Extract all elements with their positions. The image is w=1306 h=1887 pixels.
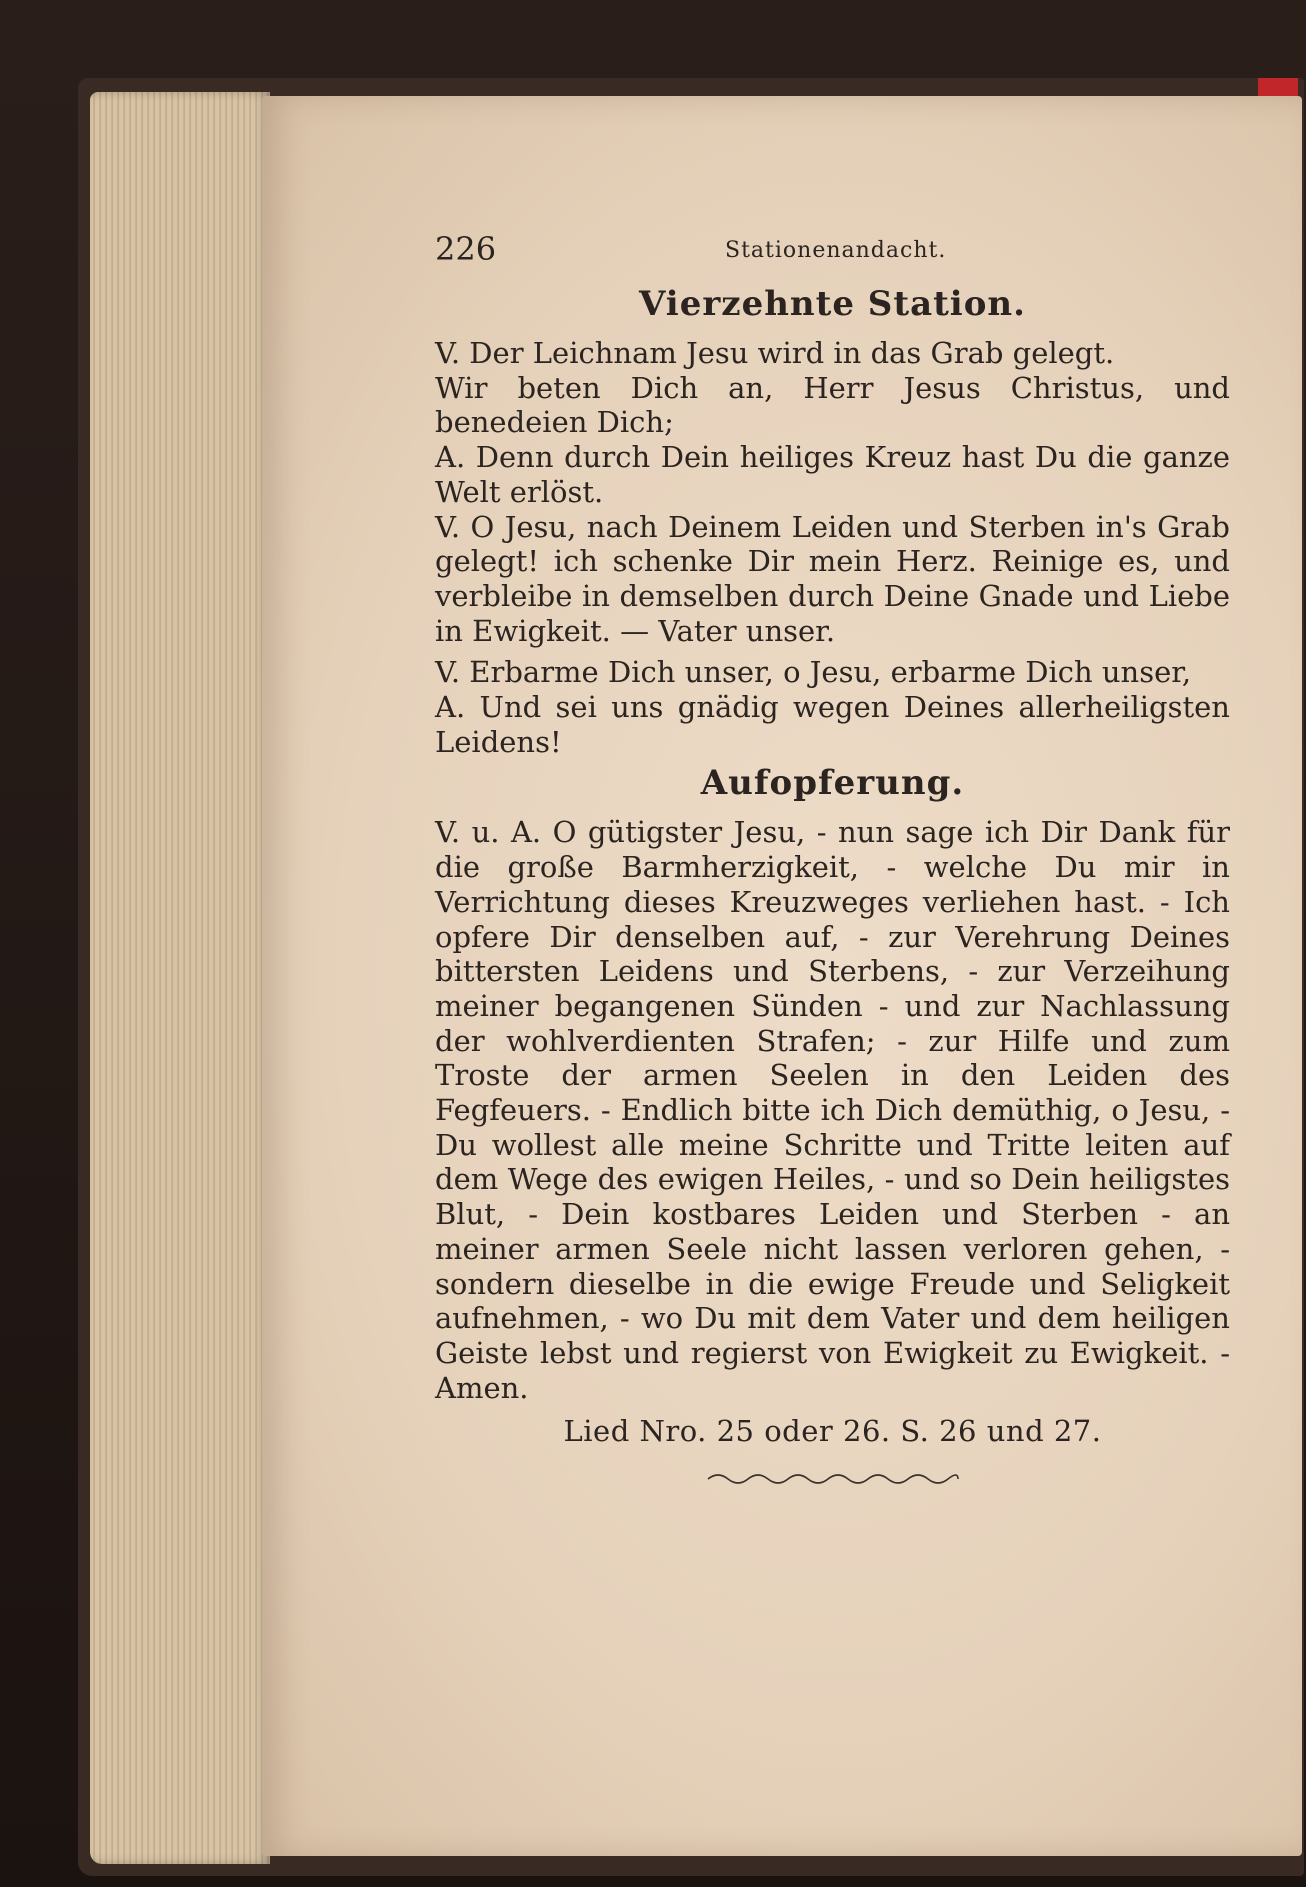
page-edges <box>90 92 270 1864</box>
running-header-title: Stationenandacht. <box>725 238 947 263</box>
versicle-line: V. Der Leichnam Jesu wird in das Grab gelegt. <box>435 336 1115 370</box>
response-mercy: A. Und sei uns gnädig wegen Deines allerheiligsten Leidens! <box>435 690 1230 759</box>
meditation-paragraph: V. O Jesu, nach Deinem Leiden und Sterben in's Grab gelegt! ich schenke Dir mein Herz. Reinige es, und verbleibe in demselben durch Deine Gnade und Liebe in Ewigkeit. — Vater unser. <box>435 509 1230 648</box>
page-content <box>435 230 1230 1489</box>
wave-ornament <box>703 1469 963 1489</box>
page-number: 226 <box>435 230 497 268</box>
running-head <box>435 230 1230 270</box>
hymn-reference: Lied Nro. 25 oder 26. S. 26 und 27. <box>563 1414 1102 1449</box>
prayer-line: Wir beten Dich an, Herr Jesus Christus, und benedeien Dich; <box>435 370 1230 440</box>
offering-heading: Aufopferung. <box>700 763 965 804</box>
versicle-mercy: V. Erbarme Dich unser, o Jesu, erbarme Dich unser, <box>435 655 1192 690</box>
offering-prayer: V. u. A. O gütigster Jesu, - nun sage ich Dir Dank für die große Barmherzigkeit, - welche Du mir in Verrichtung dieses Kreuzweges verliehen hast. - Ich opfere Dir denselben auf, - zur Verehrung Deines bittersten Leidens und Sterbens, - zur Verzeihung meiner begangenen Sünden - und zur Nachlassung der wohlverdienten Strafen; - zur Hilfe und zum Troste der armen Seelen in den Leiden des Fegfeuers. - Endlich bitte ich Dich demüthig, o Jesu, - Du wollest alle meine Schritte und Tritte leiten auf dem Wege des ewigen Heiles, - und so Dein heiligstes Blut, - Dein kostbares Leiden und Sterben - an meiner armen Seele nicht lassen verloren gehen, - sondern dieselbe in die ewige Freude und Seligkeit aufnehmen, - wo Du mit dem Vater und dem heiligen Geiste lebst und regierst von Ewigkeit zu Ewigkeit. - Amen. <box>435 815 1230 1405</box>
station-heading: Vierzehnte Station. <box>639 284 1026 324</box>
response-line: A. Denn durch Dein heiliges Kreuz hast Du die ganze Welt erlöst. <box>435 440 1230 509</box>
